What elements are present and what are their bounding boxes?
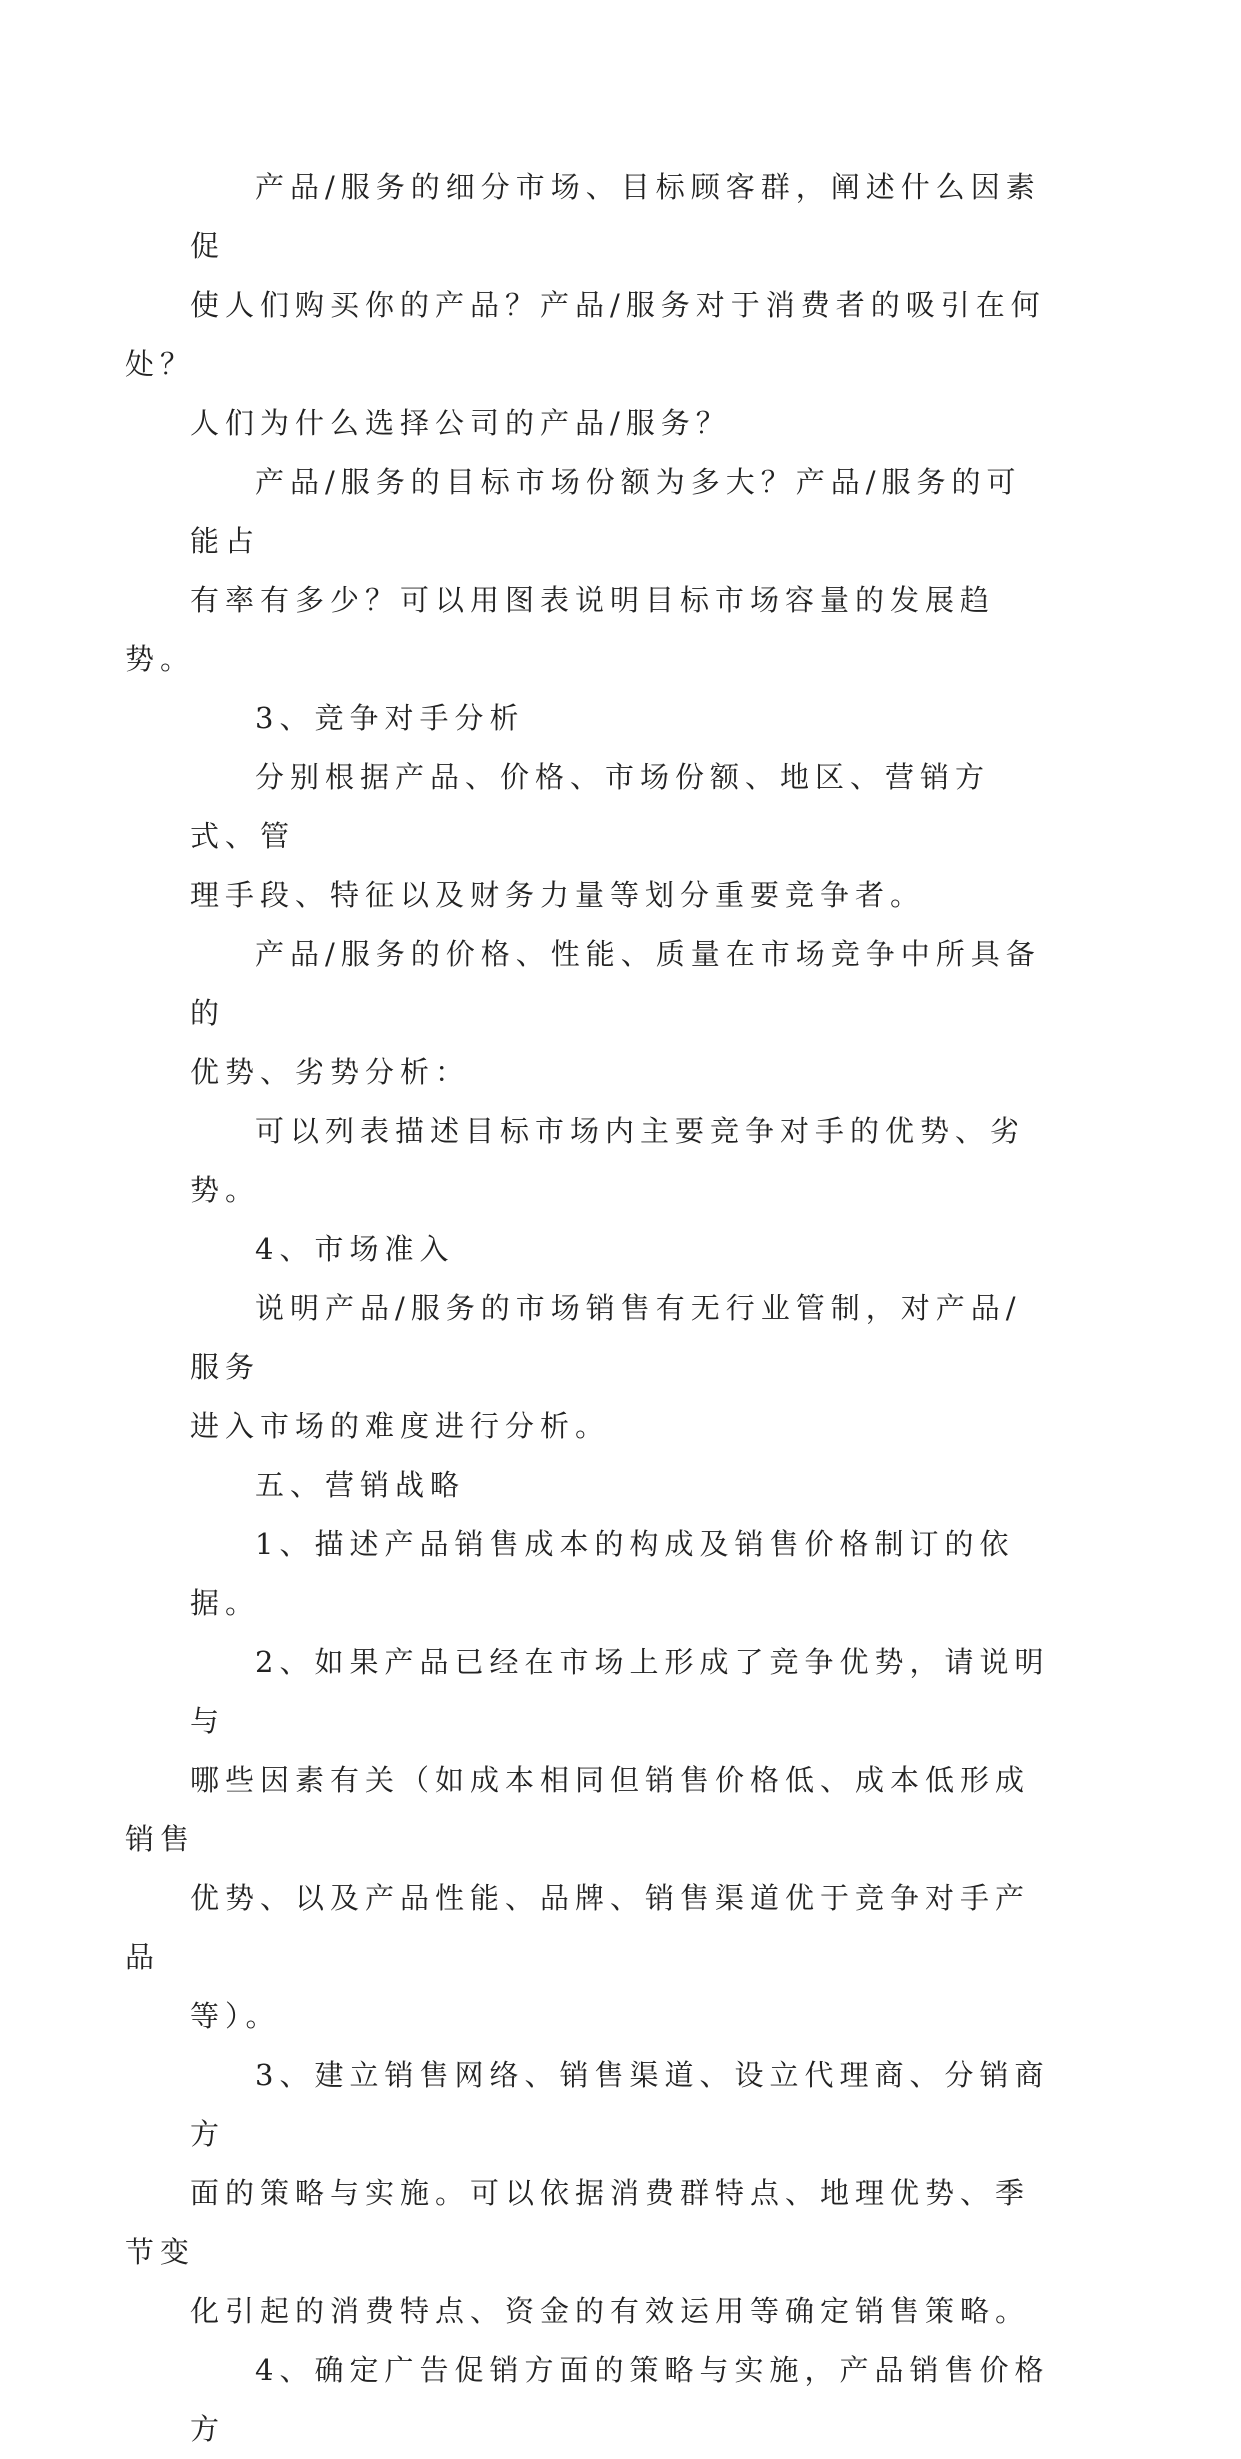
text-line: 分别根据产品、价格、市场份额、地区、营销方式、管: [190, 760, 991, 853]
paragraph: [125, 1633, 1050, 2046]
text-line: 4、确定广告促销方面的策略与实施，产品销售价格方: [190, 2353, 1050, 2446]
paragraph: [190, 1102, 1050, 1220]
text-line: 产品/服务的细分市场、目标顾客群，阐述什么因素促: [190, 170, 1041, 263]
text-line: 哪些因素有关（如成本相同但销售价格低、成本低形成销售: [125, 1763, 1031, 1856]
text-line: 面的策略与实施。可以依据消费群特点、地理优势、季节变: [125, 2176, 1031, 2269]
paragraph: [190, 925, 1050, 1102]
paragraph: [190, 1279, 1050, 1456]
text-line: 理手段、特征以及财务力量等划分重要竞争者。: [190, 878, 926, 912]
text-line: 使人们购买你的产品？产品/服务对于消费者的吸引在何处？: [125, 288, 1046, 381]
text-line: 人们为什么选择公司的产品/服务？: [190, 406, 731, 440]
text-line: 化引起的消费特点、资金的有效运用等确定销售策略。: [190, 2294, 1031, 2328]
section-heading: [190, 689, 1050, 748]
text-line: 优势、以及产品性能、品牌、销售渠道优于竞争对手产品: [125, 1881, 1031, 1974]
paragraph: [125, 2046, 1050, 2341]
text-line: 4、市场准入: [255, 1232, 455, 1266]
paragraph: [190, 748, 1050, 925]
paragraph: [190, 1515, 1050, 1633]
text-line: 2、如果产品已经在市场上形成了竞争优势，请说明与: [190, 1645, 1050, 1738]
document-body: [125, 158, 1050, 2459]
text-line: 产品/服务的价格、性能、质量在市场竞争中所具备的: [190, 937, 1041, 1030]
text-line: 五、营销战略: [255, 1468, 466, 1502]
text-line: 3、建立销售网络、销售渠道、设立代理商、分销商方: [190, 2058, 1050, 2151]
text-line: 优势、劣势分析：: [190, 1055, 471, 1089]
text-line: 3、竞争对手分析: [255, 701, 525, 735]
paragraph: [125, 453, 1050, 689]
text-line: 进入市场的难度进行分析。: [190, 1409, 611, 1443]
text-line: 等）。: [190, 1999, 281, 2033]
text-line: 产品/服务的目标市场份额为多大？产品/服务的可能占: [190, 465, 1022, 558]
text-line: 1、描述产品销售成本的构成及销售价格制订的依据。: [190, 1527, 1015, 1620]
paragraph: [125, 158, 1050, 453]
section-heading: [190, 1456, 1050, 1515]
text-line: 有率有多少？可以用图表说明目标市场容量的发展趋势。: [125, 583, 996, 676]
section-heading: [190, 1220, 1050, 1279]
paragraph: [190, 2341, 1050, 2459]
text-line: 可以列表描述目标市场内主要竞争对手的优势、劣势。: [190, 1114, 1026, 1207]
text-line: 说明产品/服务的市场销售有无行业管制，对产品/服务: [190, 1291, 1022, 1384]
